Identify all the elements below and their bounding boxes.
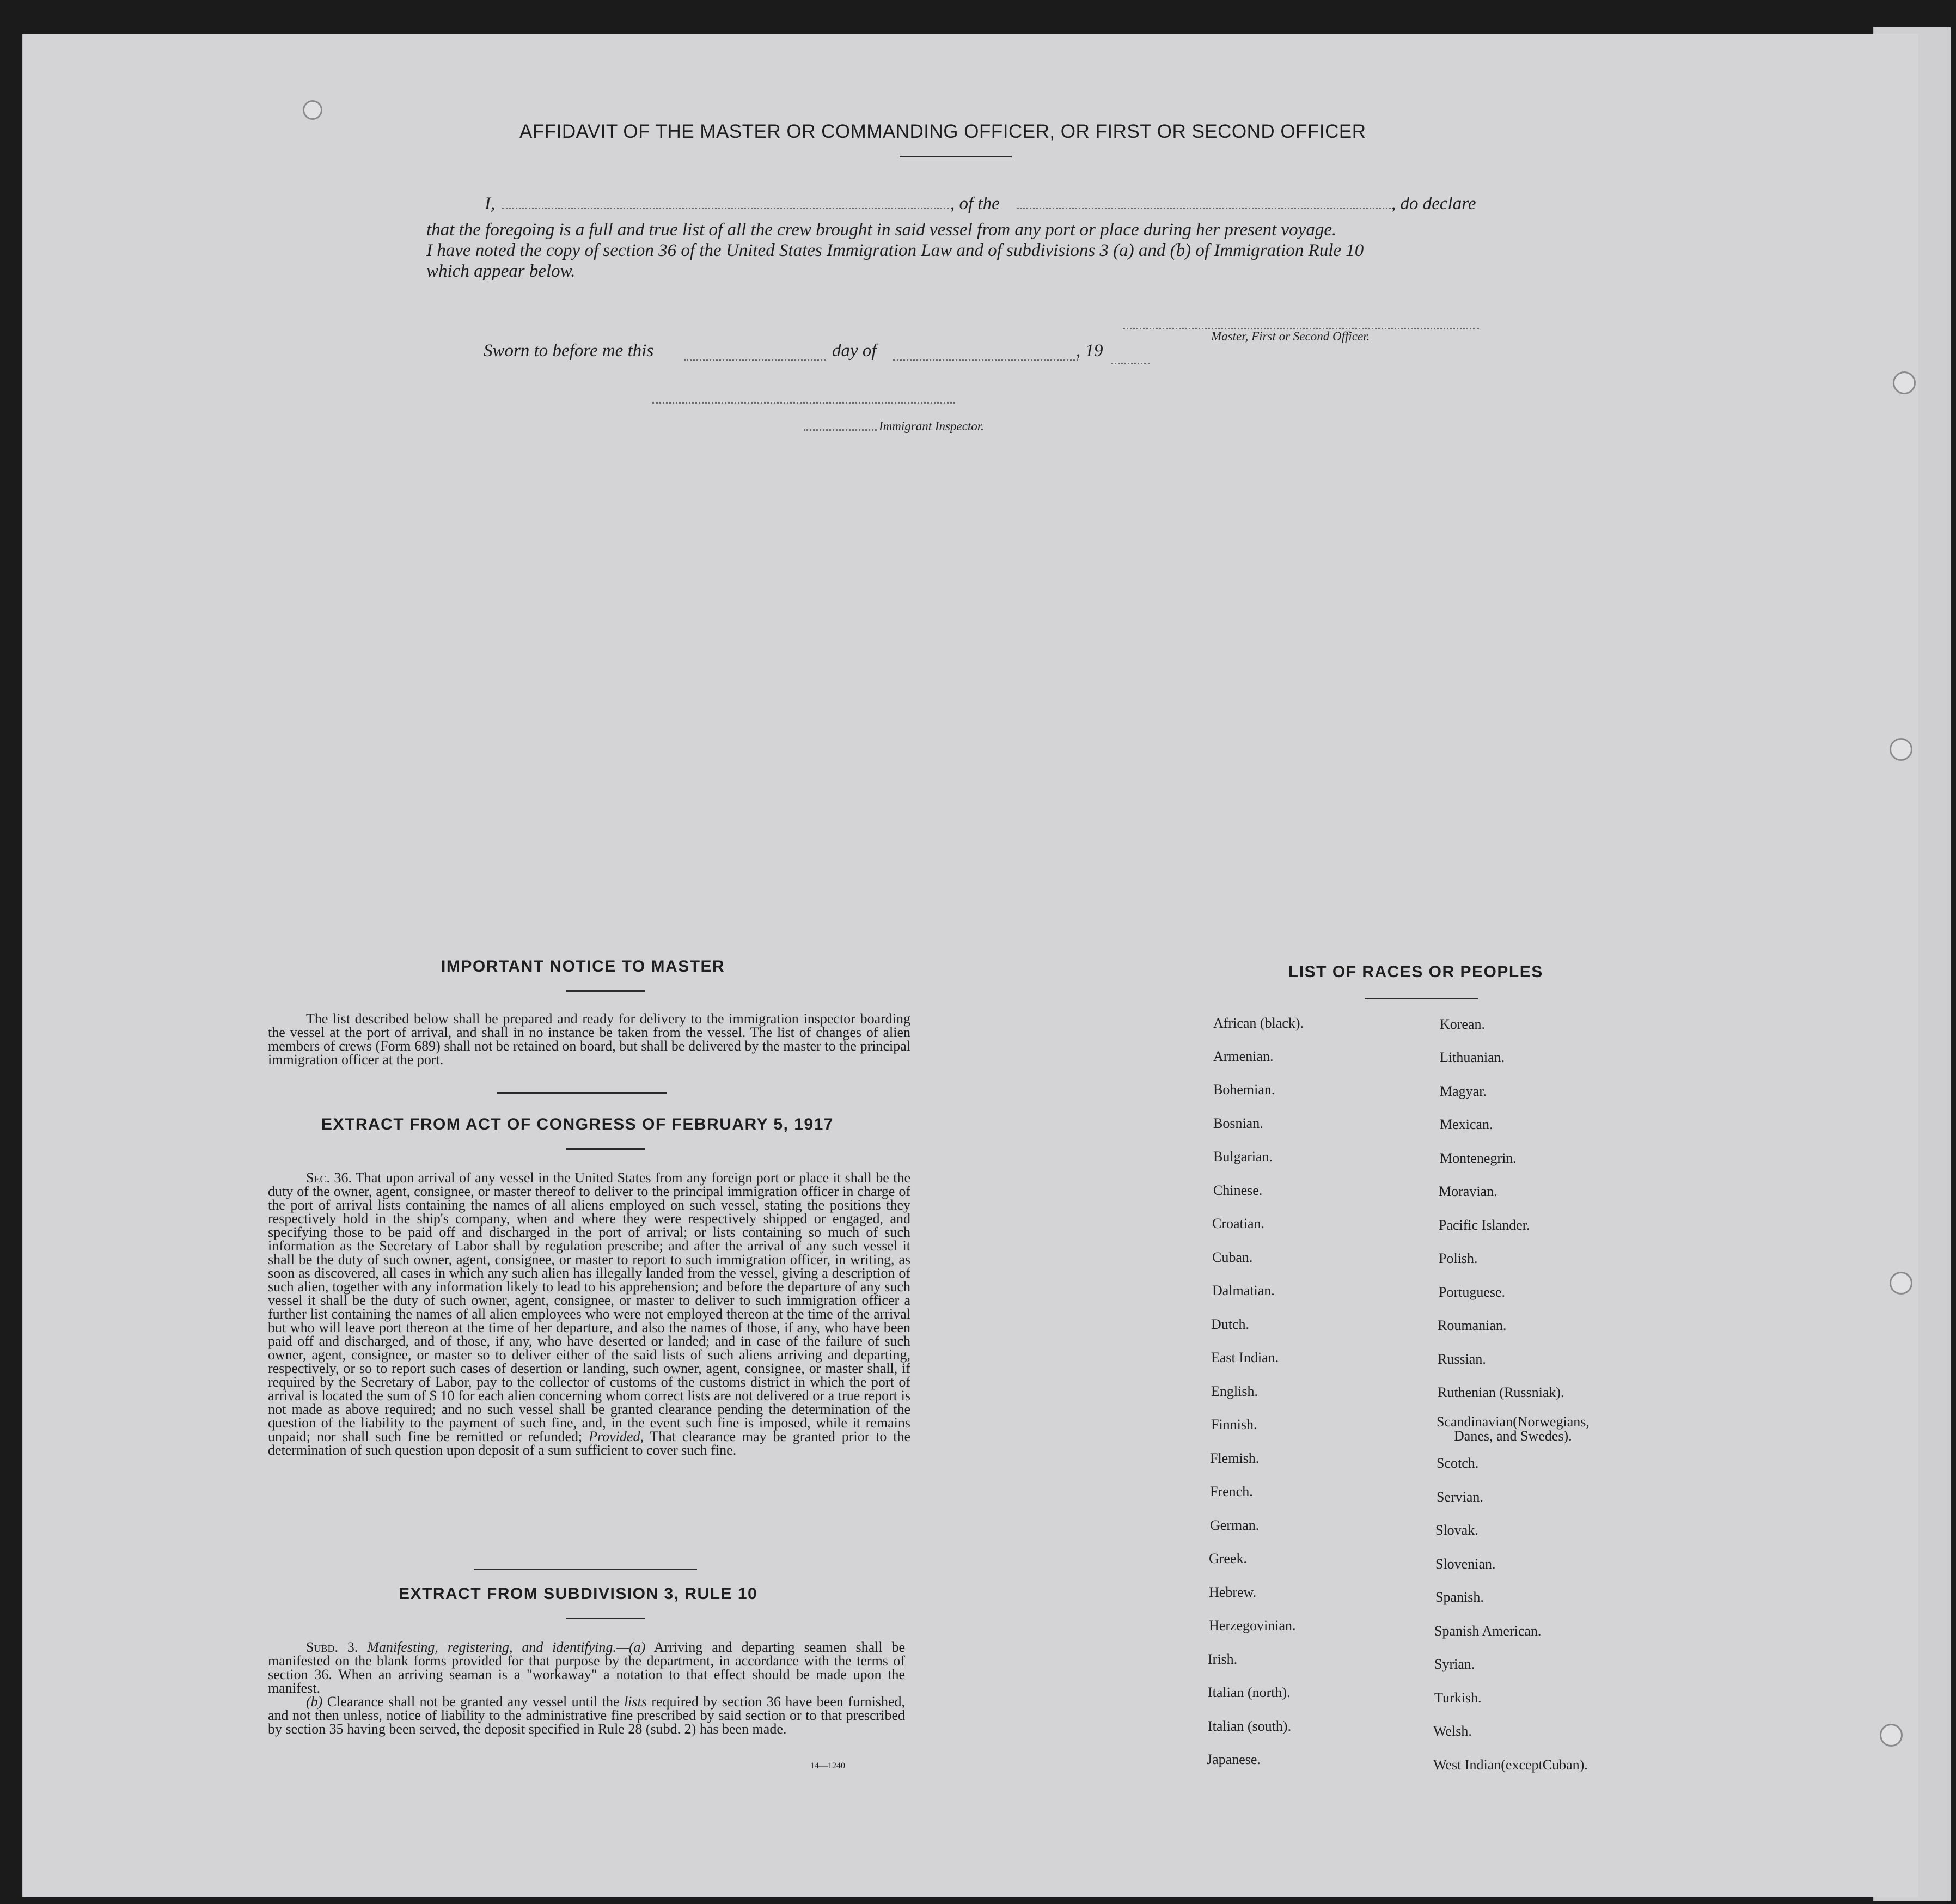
- race-item: African (black).: [1213, 1015, 1304, 1031]
- race-item: Italian (south).: [1208, 1718, 1292, 1734]
- year-label: , 19: [1076, 341, 1103, 361]
- race-item: Irish.: [1208, 1651, 1238, 1667]
- race-item: Spanish.: [1435, 1589, 1484, 1605]
- race-item: Polish.: [1439, 1250, 1478, 1266]
- race-item: Moravian.: [1439, 1183, 1497, 1199]
- binder-hole: [1890, 1272, 1912, 1295]
- race-item: Croatian.: [1212, 1216, 1265, 1231]
- race-item: West Indian(exceptCuban).: [1433, 1757, 1588, 1773]
- of-the-label: , of the: [950, 194, 1000, 213]
- race-item: Dalmatian.: [1212, 1283, 1275, 1298]
- race-item: Spanish American.: [1434, 1623, 1542, 1639]
- binder-hole: [1890, 738, 1912, 761]
- sworn-label: Sworn to before me this: [484, 341, 654, 361]
- race-item: Korean.: [1440, 1016, 1486, 1032]
- affidavit-line-3: I have noted the copy of section 36 of the United States Immigration Law and of subdivisions 3 (a) and (b) of Immigration Rule 10: [426, 241, 1364, 260]
- race-item: Turkish.: [1434, 1690, 1482, 1706]
- affidavit-title: AFFIDAVIT OF THE MASTER OR COMMANDING OFFICER, OR FIRST OR SECOND OFFICER: [519, 121, 1366, 142]
- race-item: Bohemian.: [1213, 1082, 1275, 1097]
- race-item: Italian (north).: [1208, 1685, 1291, 1700]
- provided-label: Provided,: [589, 1429, 644, 1444]
- race-item: Slovak.: [1435, 1522, 1478, 1538]
- notice-separator: [497, 1092, 667, 1094]
- race-item: Scotch.: [1437, 1455, 1479, 1471]
- races-rule: [1365, 998, 1478, 999]
- title-rule: [900, 156, 1012, 157]
- rule-text-b2: required by section 36 have been furnished, and not then unless, notice of liability to the administrative fine prescribed by said section or to that prescribed by section 35 having been served, the deposit specified in Rule 28 (subd. 2) has been made.: [268, 1694, 906, 1737]
- race-item: Flemish.: [1210, 1450, 1260, 1466]
- race-item: Japanese.: [1207, 1752, 1261, 1767]
- race-item: Slovenian.: [1435, 1556, 1496, 1572]
- day-blank[interactable]: [684, 359, 826, 361]
- act-separator: [474, 1569, 697, 1570]
- race-item: Bosnian.: [1213, 1115, 1263, 1131]
- master-signature-caption: Master, First or Second Officer.: [1211, 329, 1370, 343]
- rule-text-b: [268, 1695, 905, 1736]
- race-item: French.: [1210, 1484, 1253, 1499]
- notice-text: The list described below shall be prepared and ready for delivery to the immigration inspector boarding the vessel at the port of arrival, and shall in no instance be taken from the vessel. The list of changes of alien members of crews (Form 689) shall not be retained on board, but shall be delivered by the master to the principal immigration officer at the port.: [268, 1011, 910, 1067]
- race-item: English.: [1211, 1383, 1258, 1399]
- b-label: (b): [306, 1694, 323, 1710]
- sec-label: Sec. 36.: [306, 1170, 352, 1186]
- subd-label: Subd. 3.: [306, 1639, 358, 1655]
- race-item: East Indian.: [1211, 1350, 1279, 1365]
- race-item: Welsh.: [1433, 1723, 1472, 1739]
- race-item: Montenegrin.: [1440, 1150, 1517, 1166]
- inspector-caption-leader: [804, 429, 877, 431]
- race-item: Armenian.: [1213, 1048, 1274, 1064]
- lists-word: lists: [624, 1694, 647, 1710]
- month-blank[interactable]: [893, 359, 1078, 361]
- year-blank[interactable]: [1111, 363, 1150, 364]
- affidavit-line-2: that the foregoing is a full and true list of all the crew brought in said vessel from any port or place during her present voyage.: [426, 220, 1337, 240]
- race-item: Herzegovinian.: [1209, 1618, 1296, 1633]
- subd-title: Manifesting, registering, and identifying.—(a): [367, 1639, 646, 1655]
- race-item: Greek.: [1209, 1551, 1248, 1566]
- race-item: Scandinavian(Norwegians,: [1437, 1414, 1590, 1430]
- affidavit-line-1: [485, 194, 1483, 216]
- race-item: Syrian.: [1434, 1656, 1475, 1672]
- rule-text-b1: Clearance shall not be granted any vessel until the: [327, 1694, 620, 1710]
- notice-heading: IMPORTANT NOTICE TO MASTER: [441, 957, 725, 975]
- binder-hole: [303, 100, 322, 120]
- rule-text-a: [268, 1640, 905, 1695]
- act-rule: [566, 1148, 645, 1150]
- race-item: Portuguese.: [1439, 1284, 1506, 1300]
- races-col-2: [1433, 1013, 1668, 1786]
- affidavit-line-4: which appear below.: [426, 261, 576, 281]
- race-item: Dutch.: [1211, 1316, 1250, 1332]
- race-item: Ruthenian (Russniak).: [1438, 1384, 1564, 1400]
- race-item: Finnish.: [1211, 1417, 1257, 1432]
- race-item: Lithuanian.: [1440, 1049, 1505, 1065]
- binder-hole: [1880, 1724, 1903, 1747]
- race-item: Mexican.: [1440, 1116, 1493, 1132]
- form-number: 14—1240: [810, 1761, 845, 1771]
- race-item: Servian.: [1437, 1489, 1483, 1505]
- i-label: I,: [485, 194, 496, 213]
- act-text-b: That clearance may be granted prior to the determination of such question upon deposit of a sum sufficient to cover such fine.: [268, 1429, 910, 1458]
- inspector-caption: Immigrant Inspector.: [879, 419, 984, 433]
- rule-text-a-body: Arriving and departing seamen shall be manifested on the blank forms provided for that purpose by the department, in accordance with the terms of section 36. When an arriving seaman is a "workaway" a notation to that effect should be made upon the manifest.: [268, 1639, 906, 1696]
- name-blank[interactable]: [502, 208, 949, 209]
- act-section-text: [268, 1171, 910, 1457]
- race-item-continuation: Danes, and Swedes).: [1454, 1428, 1572, 1444]
- rule-heading: EXTRACT FROM SUBDIVISION 3, RULE 10: [399, 1585, 758, 1603]
- binder-hole: [1893, 371, 1916, 394]
- races-heading: LIST OF RACES OR PEOPLES: [1288, 963, 1543, 981]
- race-item: Magyar.: [1440, 1083, 1487, 1099]
- race-item: Cuban.: [1212, 1249, 1253, 1265]
- race-item: Chinese.: [1213, 1182, 1263, 1198]
- race-item: German.: [1210, 1517, 1260, 1533]
- notice-rule: [566, 990, 645, 992]
- race-item: Roumanian.: [1438, 1317, 1507, 1333]
- races-col-1: [1207, 1013, 1409, 1786]
- race-item: Hebrew.: [1209, 1584, 1257, 1600]
- act-heading: EXTRACT FROM ACT OF CONGRESS OF FEBRUARY 5, 1917: [321, 1115, 834, 1133]
- do-declare-label: , do declare: [1391, 194, 1476, 213]
- race-item: Bulgarian.: [1213, 1149, 1273, 1164]
- day-of-label: day of: [832, 341, 877, 361]
- rule-rule: [566, 1618, 645, 1619]
- race-item: Russian.: [1438, 1351, 1486, 1367]
- inspector-signature-blank[interactable]: [652, 402, 955, 404]
- vessel-blank[interactable]: [1017, 208, 1391, 209]
- act-text-a: That upon arrival of any vessel in the United States from any foreign port or place it shall be the duty of the owner, agent, consignee, or master thereof to deliver to the principal immigration officer in charge of the port of arrival lists containing the names of all aliens employed on such vessel, stating the positions they respectively hold in the ship's company, when and where they were respectively shipped or engaged, and specifying those to be paid off and discharged in the port of arrival; or lists containing so much of such information as the Secretary of Labor shall by regulation prescribe; and after the arrival of any such vessel it shall be the duty of such owner, agent, consignee, or master to report to such immigration officer, in writing, as soon as discovered, all cases in which any such alien has illegally landed from the vessel, giving a description of such alien, together with any information likely to lead to his apprehension; and before the departure of any such vessel it shall be the duty of such owner, agent, consignee, or master to deliver to such immigration officer a further list containing the names of all alien employees who were not employed thereon at the time of the arrival but who will leave port thereon at the time of her departure, and also the names of those, if any, who have been paid off and discharged, and of those, if any, who have deserted or landed; and in case of the failure of such owner, agent, consignee, or master so to deliver either of the said lists of such aliens arriving and departing, respectively, or so to report such cases of desertion or landing, such owner, agent, consignee, or master shall, if required by the Secretary of Labor, pay to the collector of customs of the customs district in which the port of arrival is located the sum of $ 10 for each alien concerning whom correct lists are not delivered or a true report is not made as above required; and no such vessel shall be granted clearance pending the determination of the question of the liability to the payment of such fine, and, in the event such fine is imposed, while it remains unpaid; nor shall such fine be remitted or refunded;: [268, 1170, 910, 1444]
- race-item: Pacific Islander.: [1439, 1217, 1530, 1233]
